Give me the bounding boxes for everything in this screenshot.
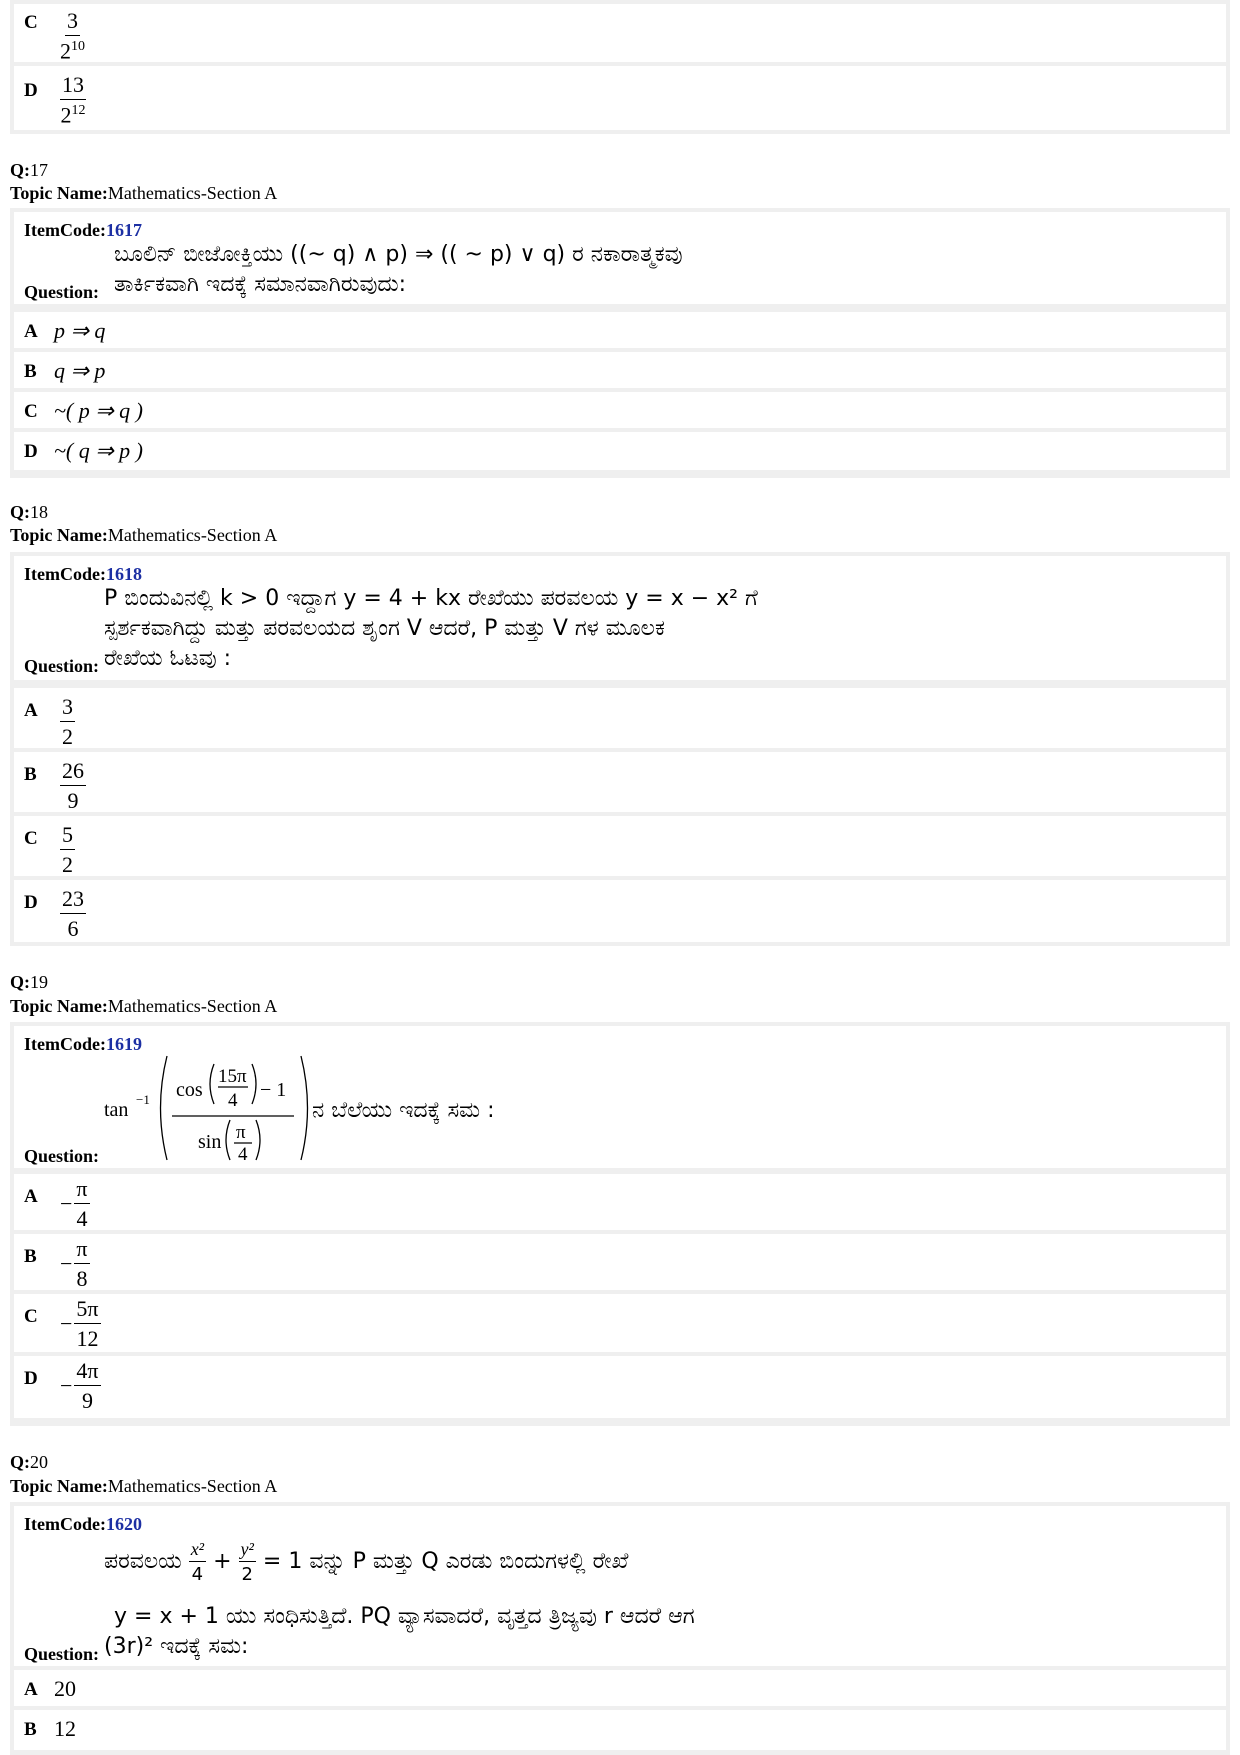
option-row[interactable] [14,66,1226,130]
question-label: Question: [24,656,100,676]
option-row[interactable]: A $\frac{3}{2}$ [14,688,1226,752]
svg-text:sin: sin [198,1131,222,1153]
option-row[interactable]: D − $\frac{4\pi}{9}$ [14,1356,1226,1418]
option-value: p ⇒ q [54,318,106,343]
option-value: q ⇒ p [54,358,106,383]
option-row[interactable]: B $\frac{26}{9}$ [14,752,1226,816]
question-label: Question: [24,282,100,302]
itemcode: ItemCode:1620 [24,1514,142,1534]
option-value: − $\frac{4\pi}{9}$ [60,1358,99,1413]
svg-text:cos: cos [176,1079,203,1101]
option-row[interactable]: B 12 [14,1710,1226,1750]
options-box [10,308,1230,478]
option-value: ~( p ⇒ q ) [54,398,143,423]
question-line: P ಬಿಂದುವಿನಲ್ಲಿ k > 0 ಇದ್ದಾಗ y = 4 + kx ರೇಖೆಯು ಪರವಲಯ y = x − x² ಗೆ [104,586,758,611]
option-value: $\frac{3}{2}$ [62,694,73,749]
option-value: $\frac{3}{2^{10}}$ [60,8,85,64]
question-box [10,208,1230,308]
option-row[interactable]: C − $\frac{5\pi}{12}$ [14,1294,1226,1356]
option-row[interactable]: C ~( p ⇒ q ) [14,392,1226,432]
option-row[interactable] [14,4,1226,66]
prev-question-options [10,0,1230,134]
topic-name: Topic Name:Mathematics-Section A [10,996,278,1016]
question-line: ನ ಬೆಲೆಯು ಇದಕ್ಕೆ ಸಮ : [312,1098,495,1123]
option-value: ~( q ⇒ p ) [54,438,143,463]
svg-text:−1: −1 [136,1092,150,1107]
itemcode: ItemCode:1618 [24,564,142,584]
option-value: − $\frac{5\pi}{12}$ [60,1296,99,1351]
option-row[interactable]: D $\frac{23}{6}$ [14,880,1226,942]
question-number: Q:17 [10,160,48,180]
option-row[interactable]: A p ⇒ q [14,312,1226,352]
svg-text:15π: 15π [218,1066,247,1087]
option-row[interactable]: A − $\frac{\pi}{4}$ [14,1174,1226,1234]
question-line: ಪರವಲಯ $\frac{\text{x²}}{4}$ + $\frac{\text{y²}}{2}$ = 1 ವನ್ನು P ಮತ್ತು Q ಎರಡು ಬಿಂದುಗಳಲ್ಲಿ ರೇಖೆ [104,1539,629,1585]
question-box [10,1022,1230,1172]
topic-name: Topic Name:Mathematics-Section A [10,1476,278,1496]
question-line: (3r)² ಇದಕ್ಕೆ ಸಮ: [104,1634,249,1659]
option-value: 20 [54,1676,76,1701]
options-box [10,1170,1230,1426]
option-value: $\frac{26}{9}$ [62,758,84,813]
question-box [10,1502,1230,1672]
option-label: C [24,12,38,33]
question-label: Question: [24,1146,100,1166]
svg-text:tan: tan [104,1099,129,1121]
itemcode: ItemCode:1619 [24,1034,142,1054]
option-row[interactable]: B q ⇒ p [14,352,1226,392]
svg-text:4: 4 [228,1090,238,1111]
question-line: ಸ್ಪರ್ಶಕವಾಗಿದ್ದು ಮತ್ತು ಪರವಲಯದ ಶೃಂಗ V ಆದರೆ, P ಮತ್ತು V ಗಳ ಮೂಲಕ [104,616,665,641]
option-value: $\frac{5}{2}$ [62,822,73,877]
option-value: − $\frac{\pi}{4}$ [60,1176,88,1231]
question-line: ರೇಖೆಯ ಓಟವು : [104,646,232,671]
options-box [10,684,1230,946]
itemcode: ItemCode:1617 [24,220,142,240]
options-box [10,1666,1230,1755]
question-number: Q:18 [10,502,48,522]
option-value: $\frac{13}{2^{12}}$ [60,72,86,128]
svg-text:− 1: − 1 [260,1079,287,1101]
question-line: ತಾರ್ಕಿಕವಾಗಿ ಇದಕ್ಕೆ ಸಮಾನವಾಗಿರುವುದು: [114,272,407,297]
svg-text:π: π [236,1122,246,1143]
option-value: $\frac{23}{6}$ [62,886,84,941]
option-row[interactable]: C $\frac{5}{2}$ [14,816,1226,880]
question-line: y = x + 1 ಯು ಸಂಧಿಸುತ್ತಿದೆ. PQ ವ್ಯಾಸವಾದರೆ, ವೃತ್ತದ ತ್ರಿಜ್ಯವು r ಆದರೆ ಆಗ [114,1604,695,1629]
topic-name: Topic Name:Mathematics-Section A [10,183,278,203]
topic-name: Topic Name:Mathematics-Section A [10,525,278,545]
question-line: ಬೂಲಿನ್ ಬೀಜೋಕ್ತಿಯು ((~ q) ∧ p) ⇒ (( ~ p) ∨ q) ರ ನಕಾರಾತ್ಮಕವು [114,242,683,267]
question-number: Q:20 [10,1452,48,1472]
option-row[interactable]: D ~( q ⇒ p ) [14,432,1226,470]
option-row[interactable]: A 20 [14,1670,1226,1710]
option-label: D [24,80,38,101]
question-number: Q:19 [10,972,48,992]
option-value: − $\frac{\pi}{8}$ [60,1236,88,1291]
option-value: 12 [54,1716,76,1741]
svg-text:4: 4 [238,1144,248,1162]
option-row[interactable]: B − $\frac{\pi}{8}$ [14,1234,1226,1294]
question-box [10,552,1230,684]
question-label: Question: [24,1644,100,1664]
